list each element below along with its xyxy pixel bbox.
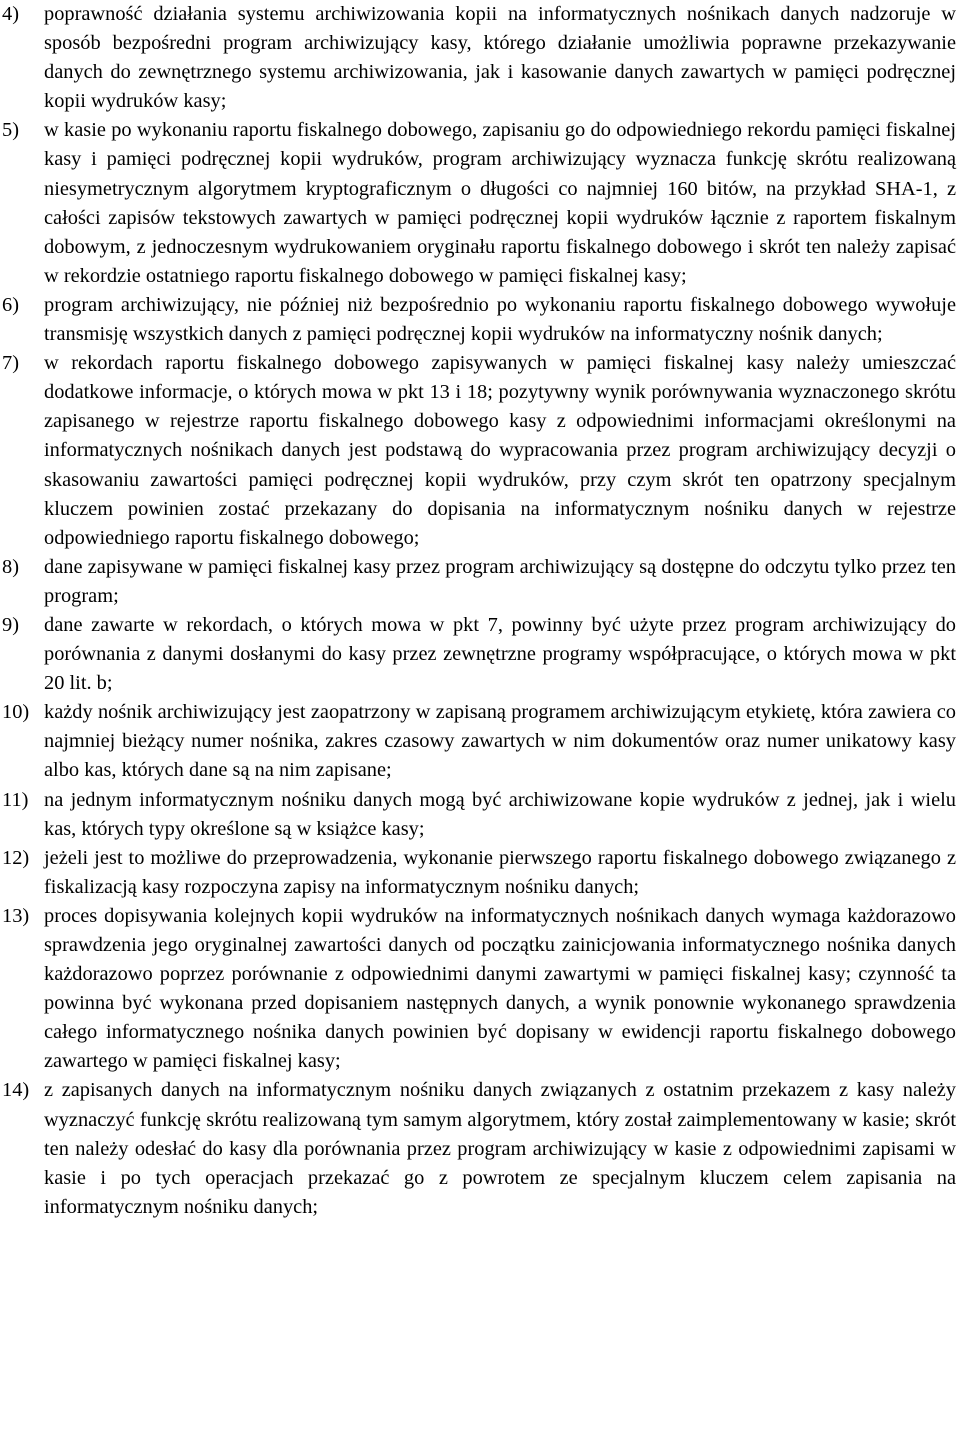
list-item bbox=[2, 786, 956, 844]
item-number: 14) bbox=[2, 1079, 30, 1102]
item-text: na jednym informatycznym nośniku danych mogą być archiwizowane kopie wydruków z jednej, jak i wielu kas, których typy określone są w książce kasy; bbox=[44, 788, 956, 840]
item-number: 12) bbox=[2, 846, 30, 869]
list-item bbox=[2, 611, 956, 698]
item-number: 6) bbox=[2, 293, 19, 316]
list-item bbox=[2, 1076, 956, 1221]
item-text: poprawność działania systemu archiwizowania kopii na informatycznych nośnikach danych nadzoruje w sposób bezpośredni program archiwizujący kasy, którego działanie umożliwia poprawne przekazywanie danych do zewnętrznego systemu archiwizowania, jak i kasowanie danych zawartych w pamięci podręcznej kopii wydruków kasy; bbox=[44, 3, 956, 113]
list-item bbox=[2, 116, 956, 291]
item-text: program archiwizujący, nie później niż bezpośrednio po wykonaniu raportu fiskalnego dobowego wywołuje transmisję wszystkich danych z pamięci podręcznej kopii wydruków na informatyczny nośnik danych; bbox=[44, 293, 956, 346]
item-text: dane zawarte w rekordach, o których mowa w pkt 7, powinny być użyte przez program archiwizujący do porównania z danymi dosłanymi do kasy przez zewnętrzne programy współpracujące, o których mowa w pkt 20 lit. b; bbox=[44, 613, 956, 695]
numbered-list bbox=[2, 0, 956, 1222]
item-number: 9) bbox=[2, 613, 19, 636]
item-number: 10) bbox=[2, 701, 30, 724]
item-text: każdy nośnik archiwizujący jest zaopatrzony w zapisaną programem archiwizującym etykietę, która zawiera co najmniej bieżący numer nośnika, zakres czasowy zawartych w nim dokumentów oraz numer unikatowy kasy albo kas, których dane są na nim zapisane; bbox=[44, 701, 956, 782]
list-item bbox=[2, 698, 956, 785]
list-item bbox=[2, 291, 956, 349]
list-item bbox=[2, 902, 956, 1077]
list-item bbox=[2, 349, 956, 553]
item-text: z zapisanych danych na informatycznym nośniku danych związanych z ostatnim przekazem z kasy należy wyznaczyć funkcję skrótu realizowaną tym samym algorytmem, który został zaimplementowany w kasie; skrót ten należy odesłać do kasy dla porównania przez program archiwizujący w kasie z odpowiednimi zapisami w kasie i po tych operacjach przekazać go z powrotem ze specjalnym kluczem celem zapisania na informatycznym nośniku danych; bbox=[44, 1079, 956, 1218]
item-number: 13) bbox=[2, 904, 30, 927]
item-number: 4) bbox=[2, 3, 19, 25]
list-item bbox=[2, 844, 956, 902]
item-text: jeżeli jest to możliwe do przeprowadzenia, wykonanie pierwszego raportu fiskalnego dobowego związanego z fiskalizacją kasy rozpoczyna zapisy na informatycznym nośniku danych; bbox=[44, 846, 956, 898]
list-item bbox=[2, 0, 956, 116]
list-item bbox=[2, 553, 956, 611]
item-number: 7) bbox=[2, 352, 19, 375]
item-number: 5) bbox=[2, 119, 19, 142]
item-number: 8) bbox=[2, 555, 19, 578]
item-text: proces dopisywania kolejnych kopii wydruków na informatycznych nośnikach danych wymaga każdorazowo sprawdzenia jego oryginalnej zawartości danych od początku zainicjowania informatycznego nośnika danych każdorazowo poprzez porównanie z odpowiednimi danymi zawartymi w pamięci fiskalnej kasy; czynność ta powinna być wykonana przed dopisaniem następnych danych, a wynik ponownie wykonanego sprawdzenia całego informatycznego nośnika danych powinien być dopisany w ewidencji raportu fiskalnego dobowego zawartego w pamięci fiskalnej kasy; bbox=[44, 904, 956, 1073]
item-number: 11) bbox=[2, 788, 29, 811]
item-text: w kasie po wykonaniu raportu fiskalnego dobowego, zapisaniu go do odpowiedniego rekordu pamięci fiskalnej kasy i pamięci podręcznej kopii wydruków, program archiwizujący wyznacza funkcję skrótu realizowaną niesymetrycznym algorytmem kryptograficznym o długości co najmniej 160 bitów, na przykład SHA-1, z całości zapisów tekstowych zawartych w pamięci podręcznej kopii wydruków łącznie z raportem fiskalnym dobowym, z jednoczesnym wydrukowaniem oryginału raportu fiskalnego dobowego i skrót ten należy zapisać w rekordzie ostatniego raportu fiskalnego dobowego w pamięci fiskalnej kasy; bbox=[44, 119, 956, 287]
item-text: dane zapisywane w pamięci fiskalnej kasy przez program archiwizujący są dostępne do odczytu tylko przez ten program; bbox=[44, 555, 956, 607]
item-text: w rekordach raportu fiskalnego dobowego zapisywanych w pamięci fiskalnej kasy należy umieszczać dodatkowe informacje, o których mowa w pkt 13 i 18; pozytywny wynik porównywania wyznaczonego skrótu zapisanego w rejestrze raportu fiskalnego dobowego kasy z odpowiednimi informacjami określonymi na informatycznych nośnikach danych jest podstawą do wypracowania przez program archiwizujący decyzji o skasowaniu zawartości pamięci podręcznej kopii wydruków, przy czym skrót ten opatrzony specjalnym kluczem powinien zostać przekazany do dopisania na informatycznym nośniku danych w rejestrze odpowiedniego raportu fiskalnego dobowego; bbox=[44, 352, 956, 549]
